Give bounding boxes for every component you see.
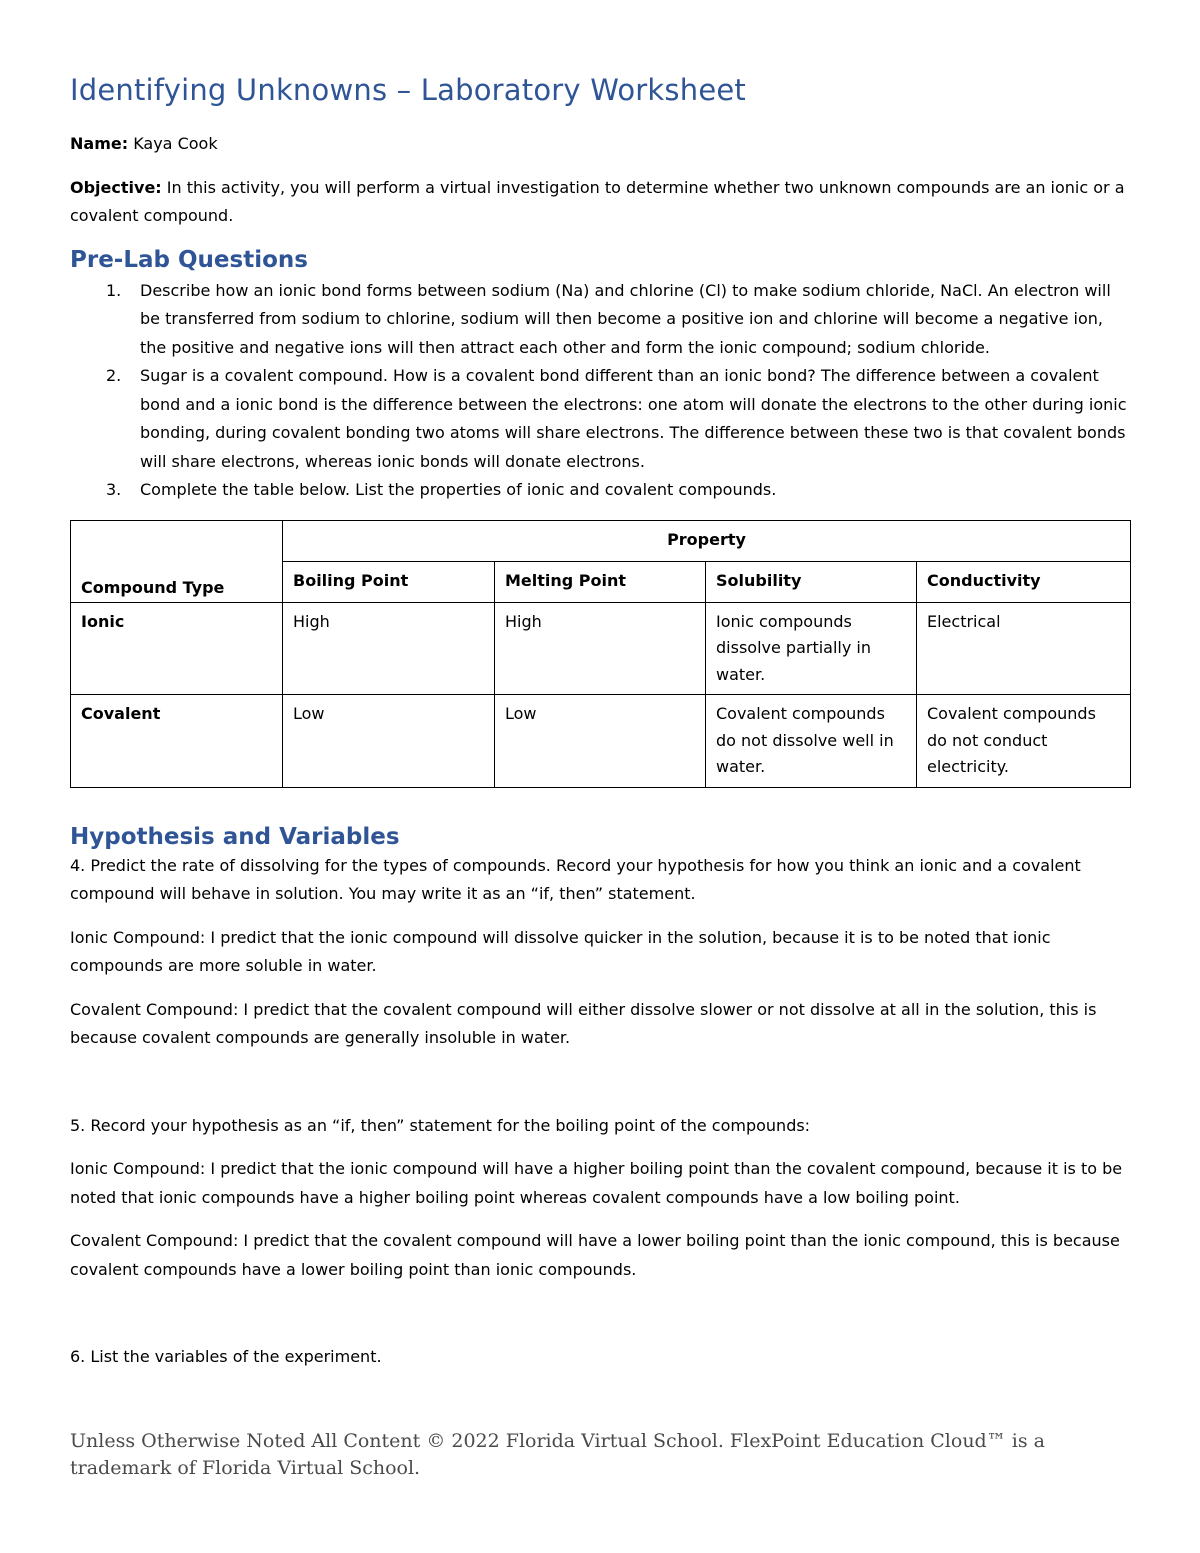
prelab-questions <box>70 277 1130 505</box>
name-label: Name: <box>70 134 129 153</box>
question-text: Complete the table below. List the properties of ionic and covalent compounds. <box>140 480 777 499</box>
column-header-conductivity: Conductivity <box>917 561 1131 602</box>
copyright-footer: Unless Otherwise Noted All Content © 2022 Florida Virtual School. FlexPoint Education Cloud™ is a trademark of Florida Virtual School. <box>70 1430 1045 1479</box>
question-1 <box>70 277 1130 363</box>
q5-covalent-answer: Covalent Compound: I predict that the covalent compound will have a lower boiling point than the ionic compound, this is because covalent compounds have a lower boiling point than ionic compounds. <box>70 1231 1120 1279</box>
table-cell: High <box>495 602 706 695</box>
spacer <box>70 1068 1130 1112</box>
name-value: Kaya Cook <box>128 134 218 153</box>
row-label-ionic: Ionic <box>71 602 283 695</box>
page-title: Identifying Unknowns – Laboratory Worksheet <box>70 73 746 107</box>
section-gap <box>70 788 1130 822</box>
question-text: Describe how an ionic bond forms between sodium (Na) and chlorine (Cl) to make sodium chloride, NaCl. An electron will be transferred from sodium to chlorine, sodium will then become a positive ion and chlorine will become a negative ion, the positive and negative ions will then attract each other and form the ionic compound; sodium chloride. <box>140 280 1111 357</box>
table-cell: High <box>283 602 495 695</box>
objective <box>70 174 1130 231</box>
table-cell: Covalent compounds do not conduct electricity. <box>917 695 1131 788</box>
properties-table <box>70 520 1131 788</box>
question-number: 1. <box>106 280 122 300</box>
spacer <box>70 1299 1130 1343</box>
column-header-boiling-point: Boiling Point <box>283 561 495 602</box>
property-header: Property <box>283 520 1131 561</box>
q4-covalent-answer: Covalent Compound: I predict that the covalent compound will either dissolve slower or not dissolve at all in the solution, this is because covalent compounds are generally insoluble in water. <box>70 999 1097 1047</box>
table-cell: Low <box>495 695 706 788</box>
question-2 <box>70 362 1130 476</box>
table-row <box>71 695 1131 788</box>
objective-text: In this activity, you will perform a virtual investigation to determine whether two unknown compounds are an ionic or a covalent compound. <box>70 177 1125 225</box>
question-number: 3. <box>106 480 122 499</box>
compound-type-header: Compound Type <box>71 520 283 602</box>
question-4: 4. Predict the rate of dissolving for the types of compounds. Record your hypothesis for how you think an ionic and a covalent compound will behave in solution. You may write it as an “if, then” statement. <box>70 855 1081 903</box>
objective-label: Objective: <box>70 177 162 197</box>
name-line <box>70 130 1130 159</box>
row-label-covalent: Covalent <box>71 695 283 788</box>
column-header-solubility: Solubility <box>706 561 917 602</box>
q4-ionic-answer: Ionic Compound: I predict that the ionic compound will dissolve quicker in the solution, because it is to be noted that ionic compounds are more soluble in water. <box>70 927 1051 975</box>
question-6: 6. List the variables of the experiment. <box>70 1347 382 1366</box>
worksheet-page <box>70 70 1130 1372</box>
question-3 <box>70 476 1130 505</box>
column-header-melting-point: Melting Point <box>495 561 706 602</box>
table-row <box>71 602 1131 695</box>
table-cell: Covalent compounds do not dissolve well in water. <box>706 695 917 788</box>
hypothesis-heading: Hypothesis and Variables <box>70 823 400 850</box>
question-text: Sugar is a covalent compound. How is a covalent bond different than an ionic bond? The difference between a covalent bond and a ionic bond is the difference between the electrons: one atom will donate the electrons to the other during ionic bonding, during covalent bonding two atoms will share electrons. The difference between these two is that covalent bonds will share electrons, whereas ionic bonds will donate electrons. <box>140 366 1127 471</box>
q5-ionic-answer: Ionic Compound: I predict that the ionic compound will have a higher boiling point than the covalent compound, because it is to be noted that ionic compounds have a higher boiling point whereas covalent compounds have a low boiling point. <box>70 1159 1123 1207</box>
question-5: 5. Record your hypothesis as an “if, then” statement for the boiling point of the compounds: <box>70 1115 811 1135</box>
table-cell: Low <box>283 695 495 788</box>
prelab-heading: Pre-Lab Questions <box>70 246 308 273</box>
table-cell: Ionic compounds dissolve partially in water. <box>706 602 917 695</box>
question-number: 2. <box>106 366 122 385</box>
table-cell: Electrical <box>917 602 1131 695</box>
